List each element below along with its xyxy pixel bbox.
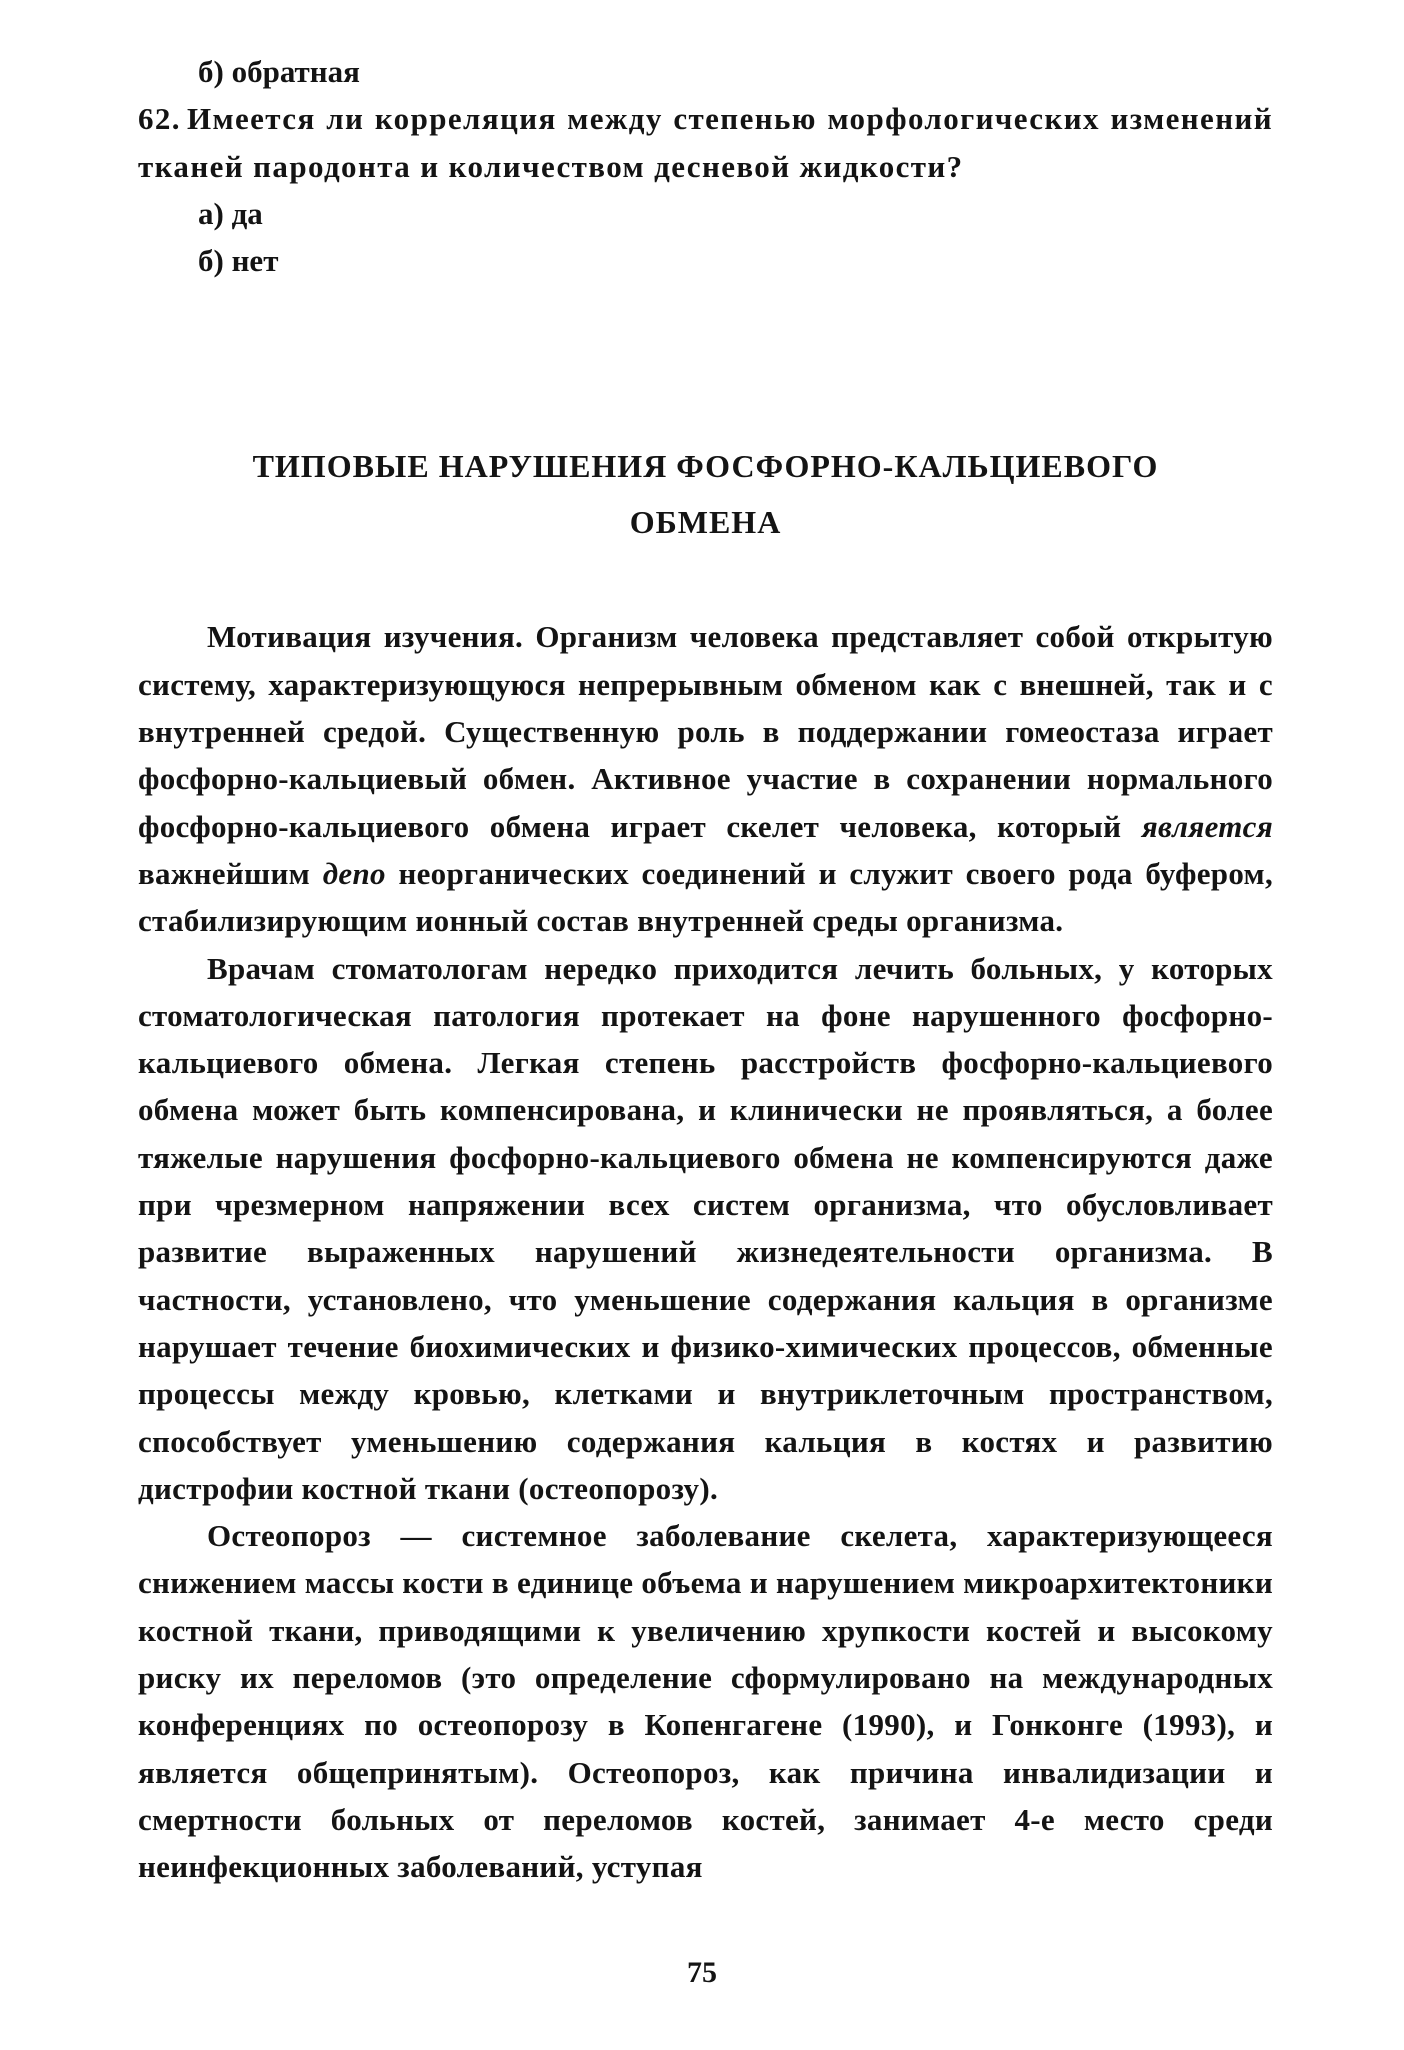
paragraph-motivation — [138, 613, 1273, 944]
paragraph-osteoporosis: Остеопороз — системное заболевание скелета, характеризующееся снижением массы кости в единице объема и нарушением микроархитектоники костной ткани, приводящими к увеличению хрупкости костей и высокому риску их переломов (это определение сформулировано на международных конференциях по остеопорозу в Копенгагене (1990), и Гонконге (1993), и является общепринятым). Остеопороз, как причина инвалидизации и смертности больных от переломов костей, занимает 4-е место среди неинфекционных заболеваний, уступая — [138, 1518, 1273, 1885]
paragraph-1-part-b: важнейшим — [138, 855, 323, 891]
page-number: 75 — [687, 1956, 717, 1989]
answer-option-b-prev: б) обратная — [198, 54, 360, 89]
question-text: Имеется ли корреляция между степенью морфологических изменений тканей пародонта и количеством десневой жидкости? — [138, 101, 1273, 184]
section-title — [138, 438, 1273, 550]
section-title-line-2: ОБМЕНА — [629, 504, 782, 541]
section-title-line-1: ТИПОВЫЕ НАРУШЕНИЯ ФОСФОРНО-КАЛЬЦИЕВОГО — [252, 448, 1159, 485]
paragraph-1-part-c: неорганических соединений и служит своего рода буфером, стабилизирующим ионный состав внутренней среды организма. — [138, 855, 1273, 939]
paragraph-1-emphasis-1: является — [1141, 808, 1273, 844]
page-content — [138, 48, 1273, 1891]
paragraph-1-part-a: Мотивация изучения. Организм человека представляет собой открытую систему, характеризующуюся непрерывным обменом как с внешней, так и с внутренней средой. Существенную роль в поддержании гомеостаза играет фосфорно-кальциевый обмен. Активное участие в сохранении нормального фосфорно-кальциевого обмена играет скелет человека, который — [138, 619, 1273, 844]
body-text — [138, 613, 1273, 1890]
answer-option-b: б) нет — [198, 243, 279, 279]
answer-option-a: а) да — [198, 195, 263, 231]
paragraph-1-emphasis-2: депо — [322, 855, 386, 891]
paragraph-dentists: Врачам стоматологам нередко приходится лечить больных, у которых стоматологическая патология протекает на фоне нарушенного фосфорно-кальциевого обмена. Легкая степень расстройств фосфорно-кальциевого обмена может быть компенсирована, и клинически не проявляться, а более тяжелые нарушения фосфорно-кальциевого обмена не компенсируются даже при чрезмерном напряжении всех систем организма, что обусловливает развитие выраженных нарушений жизнедеятельности организма. В частности, установлено, что уменьшение содержания кальция в организме нарушает течение биохимических и физико-химических процессов, обменные процессы между кровью, клетками и внутриклеточным пространством, способствует уменьшению содержания кальция в костях и развитию дистрофии костной ткани (остеопорозу). — [138, 950, 1273, 1506]
question-62 — [138, 95, 1273, 190]
question-number: 62. — [138, 101, 181, 137]
